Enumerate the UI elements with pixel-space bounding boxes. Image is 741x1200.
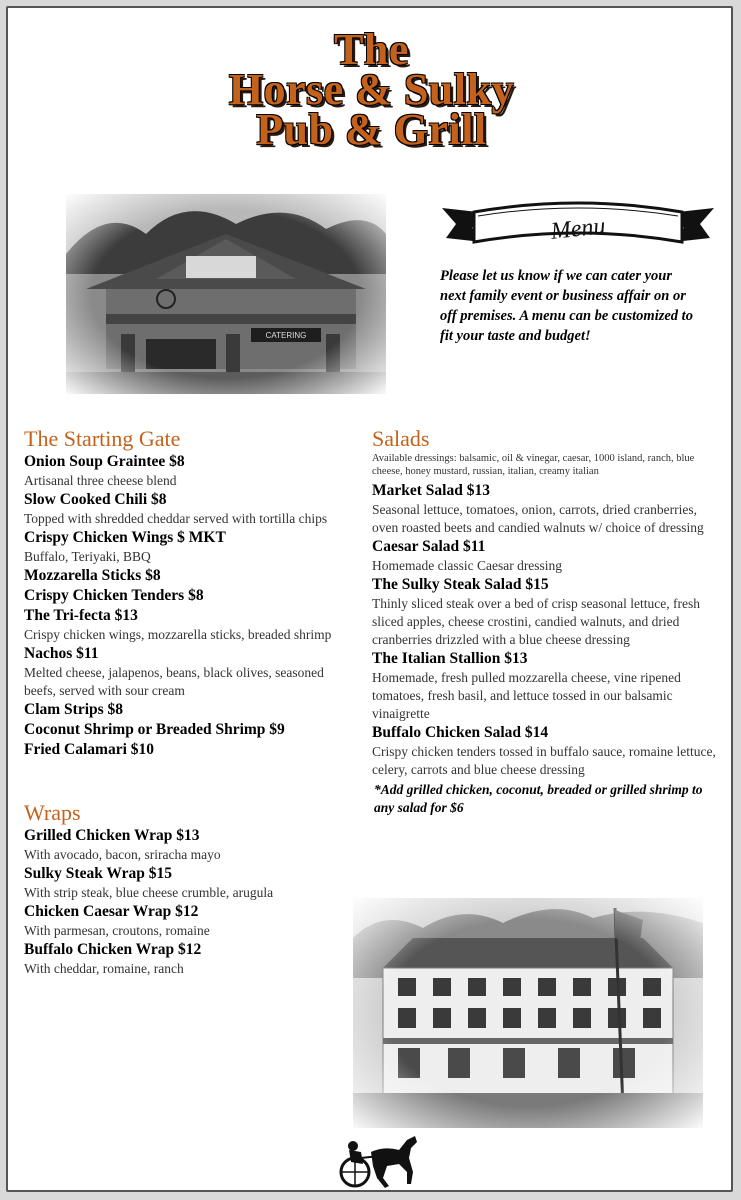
menu-item-description: With cheddar, romaine, ranch [24,961,184,976]
menu-item-name: Clam Strips $8 [24,701,124,718]
menu-item-name: Market Salad $13 [372,482,490,499]
menu-item-name: Caesar Salad $11 [372,538,486,555]
menu-item-name: Buffalo Chicken Wrap $12 [24,941,202,958]
menu-item-name: The Sulky Steak Salad $15 [372,576,549,593]
menu-item-name: Crispy Chicken Tenders $8 [24,587,204,604]
menu-item-description: Homemade, fresh pulled mozzarella cheese, vine ripened tomatoes, fresh basil, and lettuce tossed in our balsamic vinaigrette [372,670,681,721]
left-column [24,426,359,978]
banner-label: Menu [549,213,607,245]
menu-item-description: Crispy chicken tenders tossed in buffalo sauce, romaine lettuce, celery, carrots and blue cheese dressing [372,744,716,777]
menu-item-name: Nachos $11 [24,645,99,662]
menu-item-description: Topped with shredded cheddar served with tortilla chips [24,511,328,526]
menu-item-name: Grilled Chicken Wrap $13 [24,827,200,844]
menu-item-description: Seasonal lettuce, tomatoes, onion, carrots, dried cranberries, oven roasted beets and candied walnuts w/ choice of dressing [372,502,704,535]
section-title-wraps: Wraps [24,800,81,825]
menu-item-name: Onion Soup Graintee $8 [24,453,185,470]
menu-item-description: With strip steak, blue cheese crumble, arugula [24,885,274,900]
menu-item-description: Artisanal three cheese blend [24,473,177,488]
section-title-starting-gate: The Starting Gate [24,426,181,451]
menu-item-description: Thinly sliced steak over a bed of crisp seasonal lettuce, fresh sliced apples, cheese crostini, candied walnuts, and dried cranberries drizzled with a blue cheese dressing [372,596,701,647]
wraps-list [24,826,359,978]
salad-add-on-note: *Add grilled chicken, coconut, breaded or grilled shrimp to any salad for $6 [374,782,703,815]
menu-item-name: Coconut Shrimp or Breaded Shrimp $9 [24,721,285,738]
menu-item-name: Crispy Chicken Wings $ MKT [24,529,226,546]
menu-item-description: With avocado, bacon, sriracha mayo [24,847,221,862]
menu-item-name: Fried Calamari $10 [24,741,155,758]
menu-item-name: The Italian Stallion $13 [372,650,528,667]
menu-item-description: Crispy chicken wings, mozzarella sticks, breaded shrimp [24,627,332,642]
menu-item-name: Buffalo Chicken Salad $14 [372,724,549,741]
menu-item-name: Chicken Caesar Wrap $12 [24,903,199,920]
menu-ribbon-banner [438,198,718,258]
title-line: Pub & Grill [256,105,487,154]
title-line: The [334,25,409,74]
menu-item-name: Sulky Steak Wrap $15 [24,865,173,882]
section-title-salads: Salads [372,426,430,451]
menu-item-description: Melted cheese, jalapenos, beans, black olives, seasoned beefs, served with sour cream [24,665,324,698]
starting-gate-list [24,452,359,760]
menu-item-name: The Tri-fecta $13 [24,607,138,624]
title-line: Horse & Sulky [228,65,515,114]
salads-list [372,481,722,779]
inn-building-photo [353,898,703,1128]
restaurant-title [8,25,735,154]
right-column [372,426,722,817]
pub-exterior-photo [66,194,386,394]
menu-item-name: Slow Cooked Chili $8 [24,491,167,508]
horse-sulky-logo [333,1128,423,1190]
menu-item-description: With parmesan, croutons, romaine [24,923,210,938]
catering-note: Please let us know if we can cater your next family event or business affair on or off premises. A menu can be customized to fit your taste and budget! [440,268,693,344]
menu-item-description: Homemade classic Caesar dressing [372,558,563,573]
dressings-note: Available dressings: balsamic, oil & vinegar, caesar, 1000 island, ranch, blue cheese, honey mustard, russian, italian, creamy italian [372,453,695,477]
menu-item-name: Mozzarella Sticks $8 [24,567,161,584]
menu-item-description: Buffalo, Teriyaki, BBQ [24,549,151,564]
menu-page [6,6,733,1192]
